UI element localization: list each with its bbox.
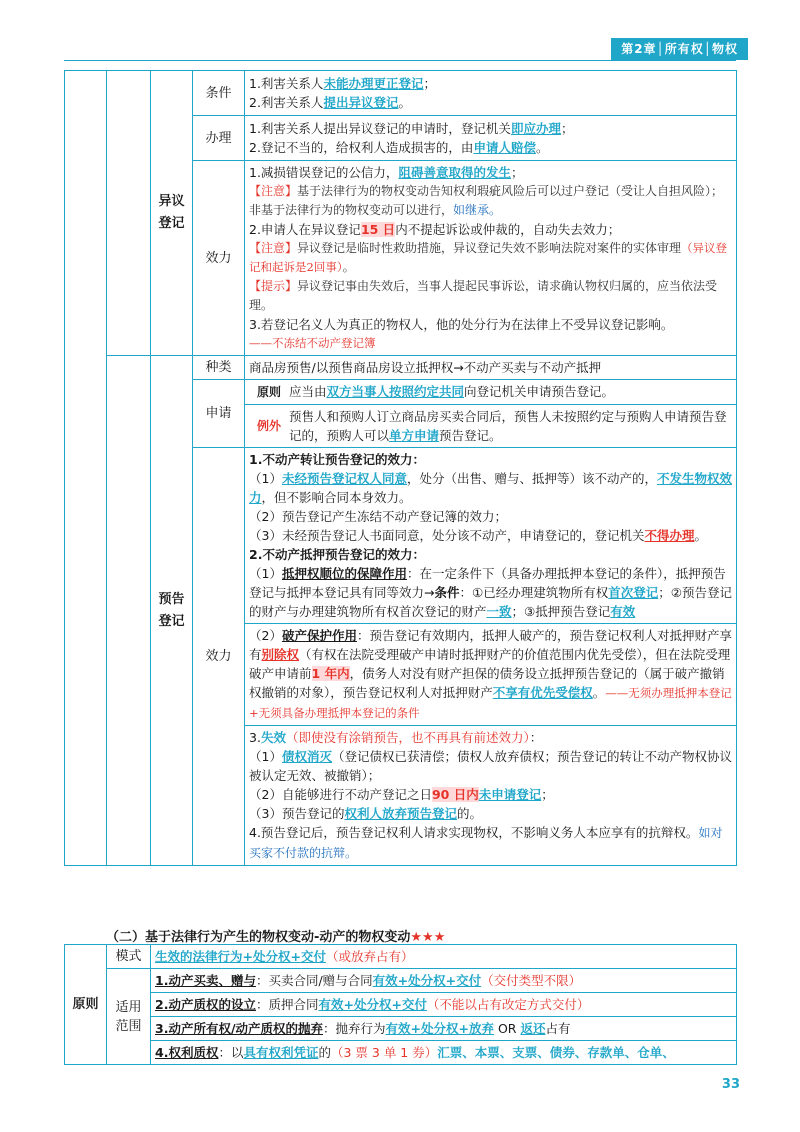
principle-label: 原则 [65,945,107,1065]
main-table [64,70,737,866]
principle-table [64,944,737,1065]
yugao-apply-exception: 例外 预售人和预购人订立商品房买卖合同后，预售人未按照约定与预购人申请预告登记的，预购人可以单方申请预告登记。 [245,405,737,448]
scope-4: 4.权利质权：以具有权利凭证的（3 票 3 单 1 券）汇票、本票、支票、债券、存款单、仓单、 [151,1041,737,1065]
section-title: （二）基于法律行为产生的物权变动-动产的物权变动★★★ [106,930,446,945]
yiyi-handle-label: 办理 [193,116,245,161]
chapter-tag: 第2章│所有权│物权 [611,38,748,60]
page-number: 33 [721,1077,740,1092]
header-rule [64,60,736,61]
yugao-effect-part3: 3.失效（即使没有涂销预告，也不再具有前述效力）： （1）债权消灭（登记债权已获清偿；债权人放弃债权；预告登记的转让不动产物权协议被认定无效、被撤销）； （2）自能够进行不动产登记之日90 日内未申请登记； （3）预告登记的权利人放弃预告登记的。 4.预告登记后，预告登记权利人请求实现物权，不影响义务人本应享有的抗辩权。如对买家不付款的抗辩。 [245,726,737,866]
yugao-label: 预告 登记 [151,356,193,866]
yiyi-effect-label: 效力 [193,161,245,356]
scope-1: 1.动产买卖、赠与：买卖合同/赠与合同有效+处分权+交付（交付类型不限） [151,969,737,993]
yugao-effect-label: 效力 [193,448,245,866]
yugao-apply-principle: 原则 应当由双方当事人按照约定共同向登记机关申请预告登记。 [245,380,737,405]
yiyi-conditions: 1.利害关系人未能办理更正登记； 2.利害关系人提出异议登记。 [245,71,737,116]
yiyi-label: 异议 登记 [151,71,193,356]
mode-content: 生效的法律行为+处分权+交付（或放弃占有） [151,945,737,969]
scope-label: 适用 范围 [107,969,151,1065]
yugao-apply-label: 申请 [193,380,245,448]
yugao-effect-part1: 1.不动产转让预告登记的效力： （1）未经预告登记权人同意，处分（出售、赠与、抵押等）该不动产的，不发生物权效力，但不影响合同本身效力。 （2）预告登记产生冻结不动产登记簿的效力； （3）未经预告登记人书面同意，处分该不动产，申请登记的，登记机关不得办理。 2.不动产抵押预告登记的效力： （1）抵押权顺位的保障作用：在一定条件下（具备办理抵押本登记的条件），抵押预告登记与抵押本登记具有同等效力→条件：①已经办理建筑物所有权首次登记；②预告登记的财产与办理建筑物所有权首次登记的财产一致；③抵押预告登记有效 [245,448,737,624]
left-cell-blank-2 [107,356,151,866]
yiyi-conditions-label: 条件 [193,71,245,116]
yugao-effect-part2: （2）破产保护作用：预告登记有效期内，抵押人破产的，预告登记权利人对抵押财产享有别除权（有权在法院受理破产申请时抵押财产的价值范围内优先受偿），但在法院受理破产申请前1 年内，债务人对没有财产担保的债务设立抵押预告登记的（属于破产撤销权撤销的对象），预告登记权利人对抵押财产不享有优先受偿权。——无须办理抵押本登记+无须具备办理抵押本登记的条件 [245,624,737,726]
yugao-kind: 商品房预售/以预售商品房设立抵押权→不动产买卖与不动产抵押 [245,356,737,380]
mode-label: 模式 [107,945,151,969]
star-rating: ★★★ [410,930,446,945]
left-cell-blank [107,71,151,356]
yiyi-effect: 1.减损错误登记的公信力，阻碍善意取得的发生； 【注意】基于法律行为的物权变动告知权利瑕疵风险后可以过户登记（受让人自担风险）；非基于法律行为的物权变动可以进行，如继承。 2.申请人在异议登记15 日内不提起诉讼或仲裁的，自动失去效力； 【注意】异议登记是临时性救助措施，异议登记失效不影响法院对案件的实体审理（异议登记和起诉是2回事）。 【提示】异议登记事由失效后，当事人提起民事诉讼，请求确认物权归属的，应当依法受理。 3.若登记名义人为真正的物权人，他的处分行为在法律上不受异议登记影响。 ——不冻结不动产登记簿 [245,161,737,356]
yugao-kind-label: 种类 [193,356,245,380]
outer-left-cell [65,71,107,866]
scope-2: 2.动产质权的设立：质押合同有效+处分权+交付（不能以占有改定方式交付） [151,993,737,1017]
yiyi-handle: 1.利害关系人提出异议登记的申请时，登记机关即应办理； 2.登记不当的，给权利人造成损害的，由申请人赔偿。 [245,116,737,161]
scope-3: 3.动产所有权/动产质权的抛弃：抛弃行为有效+处分权+放弃 OR 返还占有 [151,1017,737,1041]
